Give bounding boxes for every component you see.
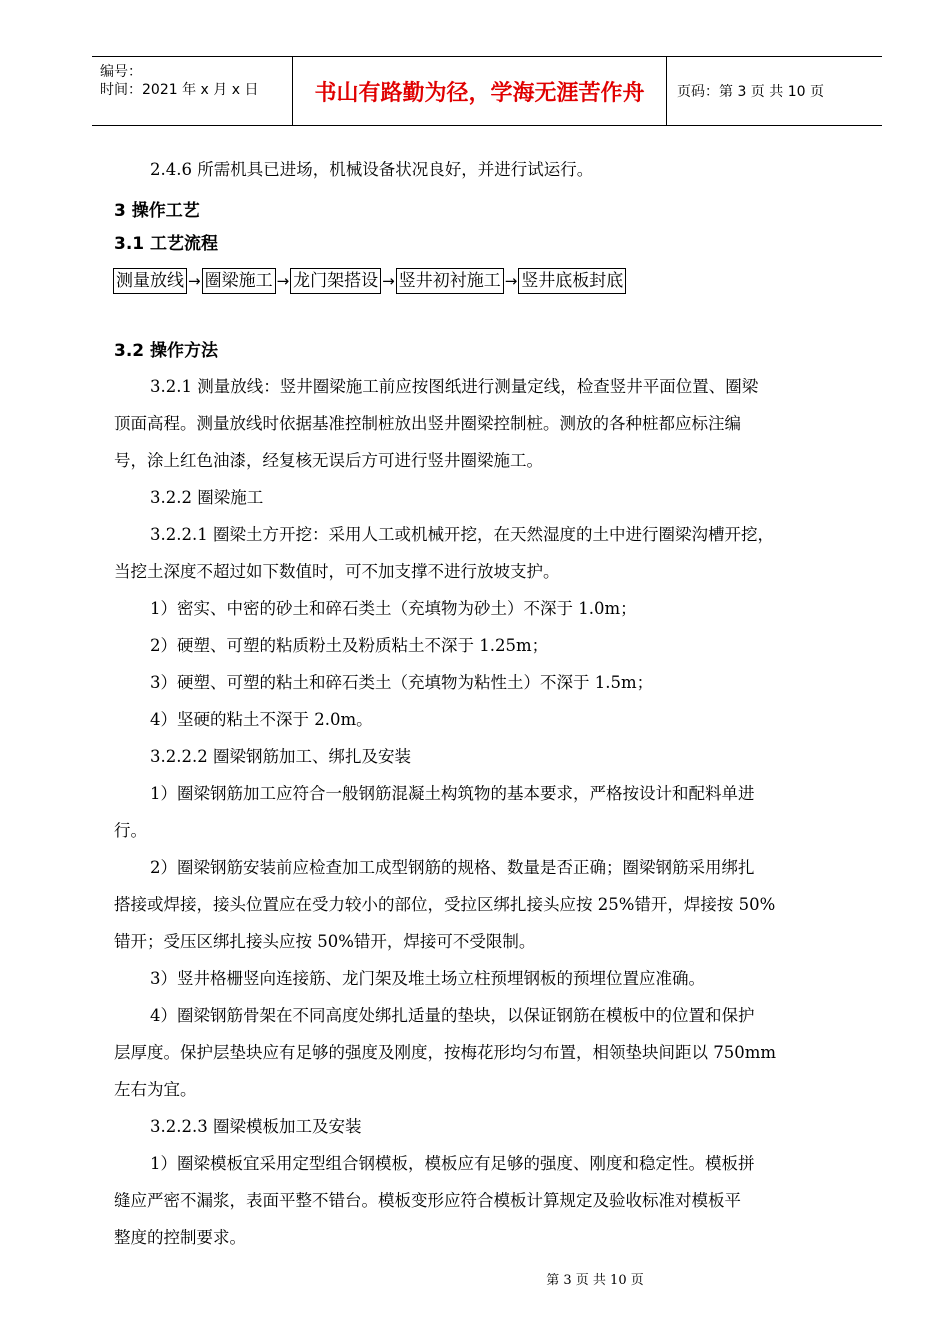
flow-step-2: 圈梁施工 (202, 268, 276, 294)
header-page-code: 页码：第 3 页 共 10 页 (677, 84, 824, 100)
heading-3-2: 3.2 操作方法 (114, 341, 219, 361)
paragraph-3-2-2-1-line1: 3.2.2.1 圈梁土方开挖：采用人工或机械开挖，在天然湿度的土中进行圈梁沟槽开挖， (150, 525, 774, 544)
formwork-item-1-line3: 整度的控制要求。 (114, 1228, 246, 1247)
process-flow (113, 268, 626, 294)
page-footer (0, 1269, 950, 1288)
flow-arrow-icon: → (188, 272, 201, 290)
page-header (92, 56, 882, 126)
list-item: 3）硬塑、可塑的粘土和碎石类土（充填物为粘性土）不深于 1.5m； (150, 673, 654, 692)
header-time-label: 时间：2021 年 x 月 x 日 (100, 82, 259, 98)
formwork-item-1-line2: 缝应严密不漏浆，表面平整不错台。模板变形应符合模板计算规定及验收标准对模板平 (114, 1191, 741, 1210)
header-motto: 书山有路勤为径，学海无涯苦作舟 (293, 57, 667, 125)
rebar-item-4-line1: 4）圈梁钢筋骨架在不同高度处绑扎适量的垫块，以保证钢筋在模板中的位置和保护 (150, 1006, 755, 1025)
formwork-item-1-line1: 1）圈梁模板宜采用定型组合钢模板，模板应有足够的强度、刚度和稳定性。模板拼 (150, 1154, 755, 1173)
paragraph-2-4-6: 2.4.6 所需机具已进场，机械设备状况良好，并进行试运行。 (150, 160, 594, 179)
paragraph-3-2-2-1-line2: 当挖土深度不超过如下数值时，可不加支撑不进行放坡支护。 (114, 562, 560, 581)
rebar-item-4-line3: 左右为宜。 (114, 1080, 197, 1099)
flow-arrow-icon: → (382, 272, 395, 290)
paragraph-3-2-1-line2: 顶面高程。测量放线时依据基准控制桩放出竖井圈梁控制桩。测放的各种桩都应标注编 (114, 414, 741, 433)
flow-step-3: 龙门架搭设 (290, 268, 381, 294)
footer-page-number: 第 3 页 共 10 页 (546, 1273, 644, 1288)
list-item: 1）密实、中密的砂土和碎石类土（充填物为砂土）不深于 1.0m； (150, 599, 637, 618)
rebar-item-1-line1: 1）圈梁钢筋加工应符合一般钢筋混凝土构筑物的基本要求，严格按设计和配料单进 (150, 784, 755, 803)
heading-3: 3 操作工艺 (114, 201, 200, 221)
rebar-item-2-line3: 错开；受压区绑扎接头应按 50%错开，焊接可不受限制。 (114, 932, 536, 951)
heading-3-1: 3.1 工艺流程 (114, 234, 219, 254)
paragraph-3-2-2-2: 3.2.2.2 圈梁钢筋加工、绑扎及安装 (150, 747, 411, 766)
flow-step-5: 竖井底板封底 (518, 268, 626, 294)
flow-step-1: 测量放线 (113, 268, 187, 294)
header-id-label: 编号： (100, 64, 142, 80)
paragraph-3-2-2-3: 3.2.2.3 圈梁模板加工及安装 (150, 1117, 362, 1136)
paragraph-3-2-2: 3.2.2 圈梁施工 (150, 488, 264, 507)
list-item: 2）硬塑、可塑的粘质粉土及粉质粘土不深于 1.25m； (150, 636, 549, 655)
paragraph-3-2-1-line1: 3.2.1 测量放线：竖井圈梁施工前应按图纸进行测量定线，检查竖井平面位置、圈梁 (150, 377, 759, 396)
rebar-item-2-line1: 2）圈梁钢筋安装前应检查加工成型钢筋的规格、数量是否正确；圈梁钢筋采用绑扎 (150, 858, 755, 877)
flow-arrow-icon: → (504, 272, 518, 290)
rebar-item-2-line2: 搭接或焊接，接头位置应在受力较小的部位，受拉区绑扎接头应按 25%错开，焊接按 50% (114, 895, 776, 914)
list-item: 4）坚硬的粘土不深于 2.0m。 (150, 710, 373, 729)
flow-step-4: 竖井初衬施工 (396, 268, 504, 294)
rebar-item-3: 3）竖井格栅竖向连接筋、龙门架及堆土场立柱预埋钢板的预埋位置应准确。 (150, 969, 705, 988)
flow-arrow-icon: → (276, 272, 290, 290)
rebar-item-1-line2: 行。 (114, 821, 147, 840)
header-meta (92, 57, 293, 125)
rebar-item-4-line2: 层厚度。保护层垫块应有足够的强度及刚度，按梅花形均匀布置，相领垫块间距以 750mm (114, 1043, 777, 1062)
paragraph-3-2-1-line3: 号，涂上红色油漆，经复核无误后方可进行竖井圈梁施工。 (114, 451, 543, 470)
